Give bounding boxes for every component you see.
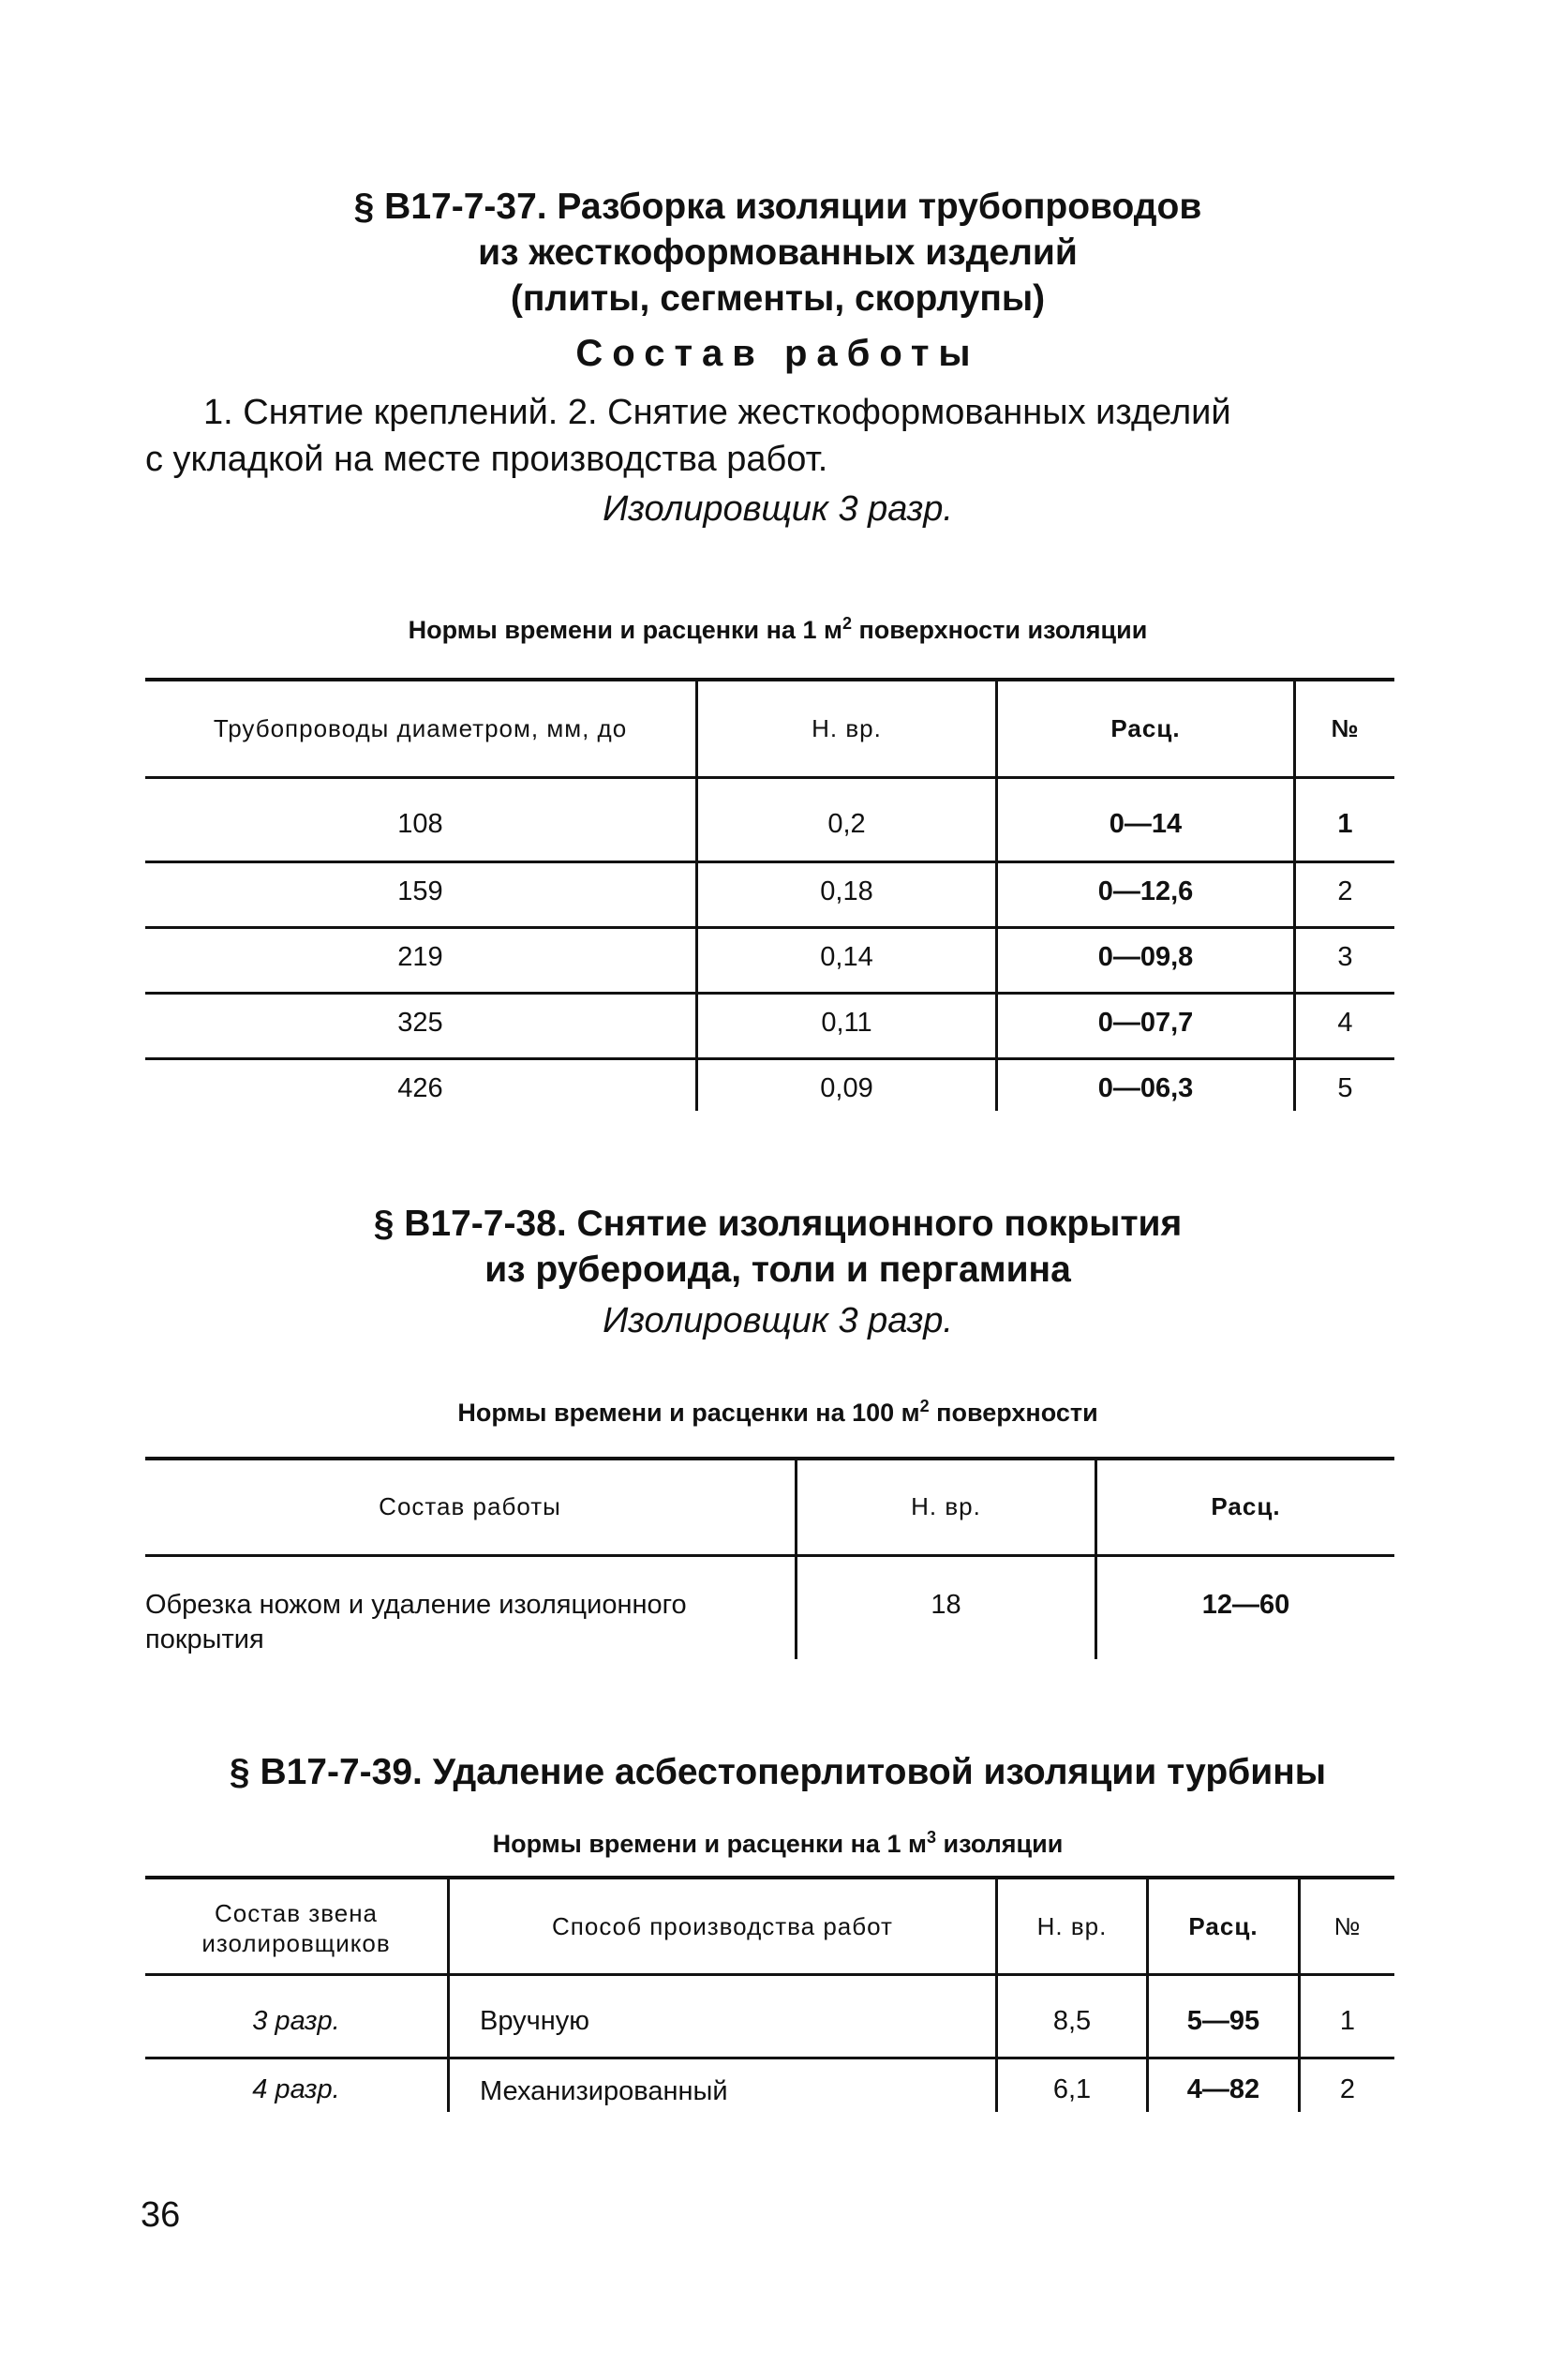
section-38-table-caption xyxy=(141,1397,1415,1428)
cell-norm: 0,2 xyxy=(827,809,866,839)
table-top-rule xyxy=(145,1876,1394,1879)
header-method: Способ производства работ xyxy=(552,1912,893,1940)
cell-number: 1 xyxy=(1337,809,1353,839)
cell-diameter: 325 xyxy=(397,1008,443,1038)
cell-norm: 8,5 xyxy=(1052,2006,1092,2036)
header-crew-line1: Состав звена xyxy=(214,1899,379,1927)
cell-rate: 0—06,3 xyxy=(1097,1073,1194,1103)
section-37-title xyxy=(141,184,1415,322)
cell-crew: 3 разр. xyxy=(252,2006,340,2036)
header-number: № xyxy=(1333,1912,1362,1940)
composition-line1: 1. Снятие креплений. 2. Снятие жесткоформованных изделий xyxy=(203,393,1231,432)
cell-crew: 4 разр. xyxy=(252,2074,340,2104)
cell-diameter: 159 xyxy=(397,876,443,906)
cell-diameter: 108 xyxy=(397,809,443,839)
table-header-rule xyxy=(145,1973,1394,1976)
cell-work-line2: покрытия xyxy=(145,1624,264,1654)
caption-tail: поверхности изоляции xyxy=(851,616,1148,644)
cell-diameter: 426 xyxy=(397,1073,443,1103)
cell-rate: 0—07,7 xyxy=(1097,1008,1194,1038)
header-norm: Н. вр. xyxy=(812,714,882,742)
section-39-title: § В17-7-39. Удаление асбестоперлитовой изоляции турбины xyxy=(229,1752,1327,1792)
cell-rate: 5—95 xyxy=(1186,2006,1260,2036)
header-rate: Расц. xyxy=(1110,714,1181,742)
caption-sup: 3 xyxy=(926,1828,936,1847)
caption-tail: поверхности xyxy=(929,1399,1098,1427)
caption-sup: 2 xyxy=(842,614,852,633)
cell-norm: 0,09 xyxy=(820,1073,873,1103)
section-37-title-line2: из жесткоформованных изделий xyxy=(478,232,1078,273)
table-top-rule xyxy=(145,1457,1394,1460)
cell-rate: 0—14 xyxy=(1109,809,1183,839)
section-38-title-line1: § В17-7-38. Снятие изоляционного покрытия xyxy=(373,1204,1183,1244)
header-diameter: Трубопроводы диаметром, мм, до xyxy=(213,714,628,742)
cell-rate: 4—82 xyxy=(1186,2074,1260,2104)
header-rate: Расц. xyxy=(1188,1912,1259,1940)
cell-number: 4 xyxy=(1337,1008,1353,1038)
table-row-rule xyxy=(145,926,1394,929)
cell-norm: 0,11 xyxy=(821,1008,872,1038)
column-divider xyxy=(1095,1460,1097,1659)
table-row-rule xyxy=(145,992,1394,995)
cell-norm: 0,18 xyxy=(820,876,873,906)
section-39-table-caption xyxy=(141,1828,1415,1859)
header-crew-line2: изолировщиков xyxy=(201,1929,391,1957)
caption-text: Нормы времени и расценки на 100 м xyxy=(457,1399,920,1427)
cell-number: 5 xyxy=(1337,1073,1353,1103)
table-top-rule xyxy=(145,678,1394,681)
caption-sup: 2 xyxy=(919,1397,930,1415)
cell-norm: 18 xyxy=(931,1590,961,1620)
section-38-title-line2: из рубероида, толи и пергамина xyxy=(484,1250,1071,1290)
section-38-worker: Изолировщик 3 разр. xyxy=(603,1301,953,1340)
cell-number: 3 xyxy=(1337,942,1353,972)
cell-number: 2 xyxy=(1337,876,1353,906)
caption-text: Нормы времени и расценки на 1 м xyxy=(408,616,842,644)
cell-number: 2 xyxy=(1339,2074,1356,2104)
column-divider xyxy=(795,1460,797,1659)
caption-tail: изоляции xyxy=(935,1830,1064,1858)
table-row-rule xyxy=(145,1057,1394,1060)
header-number: № xyxy=(1331,714,1360,742)
cell-work xyxy=(145,1588,792,1657)
cell-method: Вручную xyxy=(480,2006,590,2036)
composition-heading: Состав работы xyxy=(575,333,980,374)
cell-rate: 0—12,6 xyxy=(1097,876,1194,906)
header-crew xyxy=(145,1898,447,1958)
caption-text: Нормы времени и расценки на 1 м xyxy=(492,1830,927,1858)
composition-text xyxy=(145,389,1392,483)
header-work: Состав работы xyxy=(379,1492,561,1520)
header-norm: Н. вр. xyxy=(911,1492,981,1520)
section-37-worker: Изолировщик 3 разр. xyxy=(603,489,953,529)
section-37-title-line1: § В17-7-37. Разборка изоляции трубопроводов xyxy=(353,187,1202,227)
cell-norm: 6,1 xyxy=(1052,2074,1092,2104)
table-row-rule xyxy=(145,2057,1394,2059)
cell-rate: 0—09,8 xyxy=(1097,942,1194,972)
page-number: 36 xyxy=(141,2195,181,2235)
cell-work-line1: Обрезка ножом и удаление изоляционного xyxy=(145,1590,687,1620)
section-37-table-caption xyxy=(141,614,1415,645)
section-37-title-line3: (плиты, сегменты, скорлупы) xyxy=(510,278,1046,319)
header-rate: Расц. xyxy=(1211,1492,1281,1520)
cell-norm: 0,14 xyxy=(820,942,873,972)
cell-number: 1 xyxy=(1339,2006,1356,2036)
header-norm: Н. вр. xyxy=(1036,1912,1108,1940)
table-header-rule xyxy=(145,776,1394,779)
cell-rate: 12—60 xyxy=(1201,1590,1290,1620)
cell-method: Механизированный xyxy=(480,2076,728,2106)
composition-line2: с укладкой на месте производства работ. xyxy=(145,440,828,479)
cell-diameter: 219 xyxy=(397,942,443,972)
section-38-title xyxy=(141,1201,1415,1293)
table-header-rule xyxy=(145,1554,1394,1557)
table-row-rule xyxy=(145,861,1394,863)
